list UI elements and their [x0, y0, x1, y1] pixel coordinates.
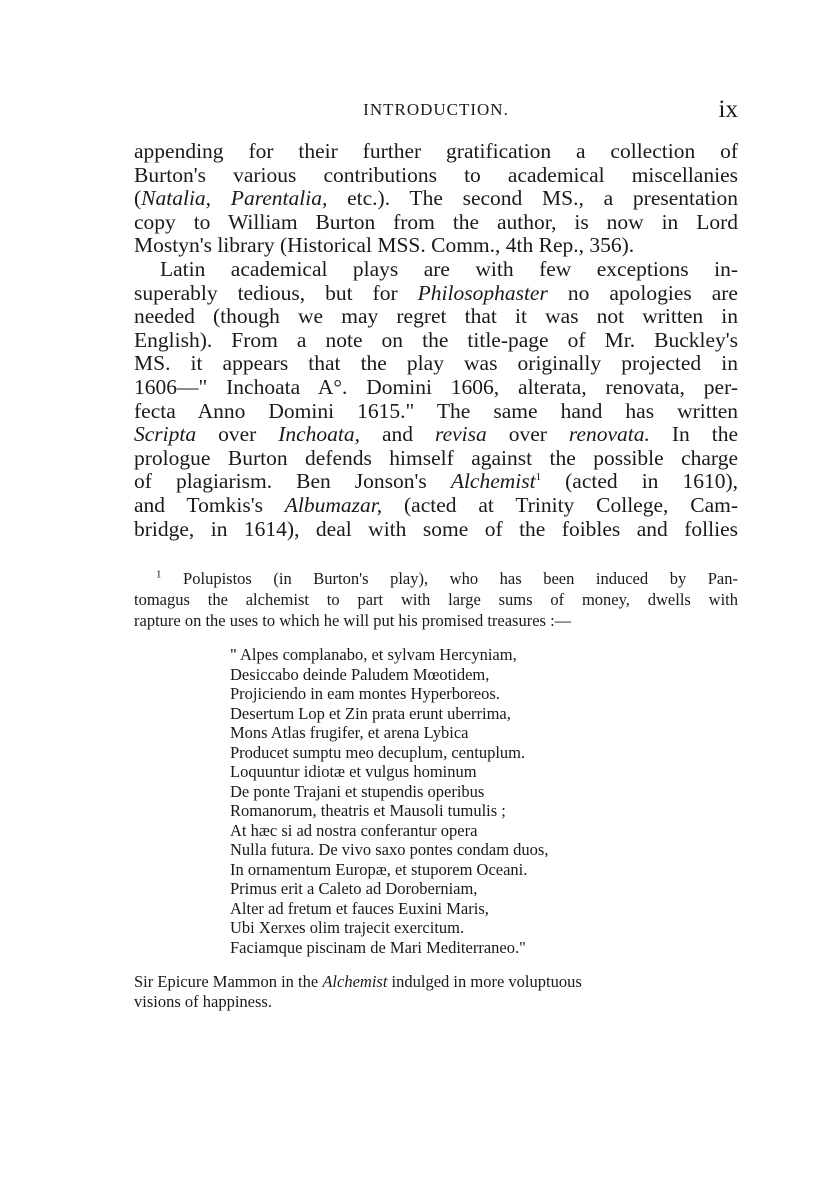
text-run: and Tomkis's	[134, 492, 285, 517]
text-run: In the	[649, 422, 738, 447]
text-run: Polupistos (in Burton's play), who has been induced by Pan-	[161, 569, 738, 588]
text-run: no apologies are	[547, 280, 738, 305]
text-run: etc.). The second MS., a presentation	[327, 186, 738, 211]
text-run: and	[360, 422, 436, 447]
text-line	[134, 494, 738, 518]
text-line	[134, 972, 738, 992]
verse-line: Producet sumptu meo decuplum, centuplum.	[230, 742, 526, 762]
text-line	[134, 282, 738, 306]
verse-line: Primus erit a Caleto ad Doroberniam,	[230, 879, 478, 898]
text-run: Mostyn's library (Historical MSS. Comm., 4th Rep., 356).	[134, 233, 635, 258]
text-run: over	[196, 422, 279, 447]
text-line	[134, 423, 738, 447]
italic-title: Alchemist	[450, 469, 536, 494]
text-run: appending for their further gratification a collection of	[134, 139, 738, 163]
italic-title: Scripta	[134, 422, 197, 447]
page-header	[134, 96, 738, 128]
text-run: English). From a note on the title-page of Mr. Buckley's	[134, 327, 738, 352]
text-run: (acted at Trinity College, Cam-	[382, 492, 738, 517]
text-line	[134, 329, 738, 353]
verse-line: Projiciendo in eam montes Hyperboreos.	[230, 684, 500, 703]
text-run: over	[486, 422, 569, 447]
text-run: MS. it appears that the play was originally projected in	[134, 351, 738, 376]
text-line	[134, 589, 738, 610]
text-run: Burton's various contributions to academical miscellanies	[134, 162, 738, 187]
text-run: (acted in 1610),	[541, 469, 738, 494]
verse-line: Nulla futura. De vivo saxo pontes condam duos,	[230, 840, 549, 859]
main-text	[134, 140, 738, 541]
verse-line: At hæc si ad nostra conferantur opera	[230, 820, 478, 840]
text-line	[134, 400, 738, 424]
text-line	[134, 470, 738, 494]
text-line	[134, 140, 738, 164]
text-run: of plagiarism. Ben Jonson's	[134, 469, 451, 494]
italic-title: revisa	[435, 422, 487, 447]
verse-quotation	[230, 645, 690, 957]
text-run: Sir Epicure Mammon in the	[134, 972, 323, 991]
italic-title: Natalia, Parentalia,	[141, 186, 328, 211]
verse-line: Desertum Lop et Zin prata erunt uberrima,	[230, 703, 511, 723]
text-line	[134, 305, 738, 329]
italic-title: Philosophaster	[417, 280, 548, 305]
italic-title: renovata.	[568, 422, 650, 447]
footnote-marker: 1	[156, 568, 162, 581]
verse-line: " Alpes complanabo, et sylvam Hercyniam,	[230, 645, 517, 664]
text-run: prologue Burton defends himself against the possible charge	[134, 445, 738, 470]
verse-line: Romanorum, theatris et Mausoli tumulis ;	[230, 801, 506, 820]
text-line	[134, 234, 738, 258]
text-run: fecta Anno Domini 1615." The same hand has written	[134, 398, 738, 423]
text-line	[134, 447, 738, 471]
verse-line: Ubi Xerxes olim trajecit exercitum.	[230, 918, 465, 937]
text-run: needed (though we may regret that it was not written in	[134, 304, 738, 329]
text-run: tomagus the alchemist to part with large sums of money, dwells with	[134, 590, 738, 609]
verse-line: Faciamque piscinam de Mari Mediterraneo."	[230, 937, 526, 957]
text-run: bridge, in 1614), deal with some of the foibles and follies	[134, 516, 738, 541]
text-line	[134, 518, 738, 542]
verse-line: In ornamentum Europæ, et stuporem Oceani.	[230, 859, 528, 879]
text-line	[134, 352, 738, 376]
text-run: superably tedious, but for	[134, 280, 418, 305]
text-line	[134, 992, 738, 1012]
text-line	[134, 568, 738, 589]
verse-line: De ponte Trajani et stupendis operibus	[230, 781, 485, 801]
footnote-marker: 1	[535, 471, 542, 484]
text-run: rapture on the uses to which he will put his promised treasures :—	[134, 611, 572, 630]
verse-line: Loquuntur idiotæ et vulgus hominum	[230, 762, 477, 781]
verse-line: Alter ad fretum et fauces Euxini Maris,	[230, 898, 489, 918]
verse-line: Desiccabo deinde Paludem Mœotidem,	[230, 664, 490, 684]
italic-title: Inchoata,	[278, 422, 361, 447]
text-run: (	[134, 186, 142, 211]
text-line	[134, 164, 738, 188]
text-line	[134, 376, 738, 400]
italic-title: Alchemist	[322, 972, 388, 991]
text-run: Latin academical plays are with few exceptions in-	[160, 256, 738, 281]
text-line	[134, 211, 738, 235]
text-run: visions of happiness.	[134, 992, 272, 1011]
footnote-continuation	[134, 972, 738, 1012]
text-line	[134, 610, 738, 631]
text-run: copy to William Burton from the author, is now in Lord	[134, 209, 738, 234]
page-number: ix	[718, 96, 738, 123]
text-line	[134, 187, 738, 211]
italic-title: Albumazar,	[284, 492, 383, 517]
text-run: 1606—" Inchoata A°. Domini 1606, alterata, renovata, per-	[134, 374, 738, 399]
text-line	[134, 258, 738, 282]
verse-line: Mons Atlas frugifer, et arena Lybica	[230, 723, 469, 742]
running-title: INTRODUCTION.	[363, 100, 509, 119]
footnote	[134, 568, 738, 631]
text-run: indulged in more voluptuous	[387, 972, 582, 991]
